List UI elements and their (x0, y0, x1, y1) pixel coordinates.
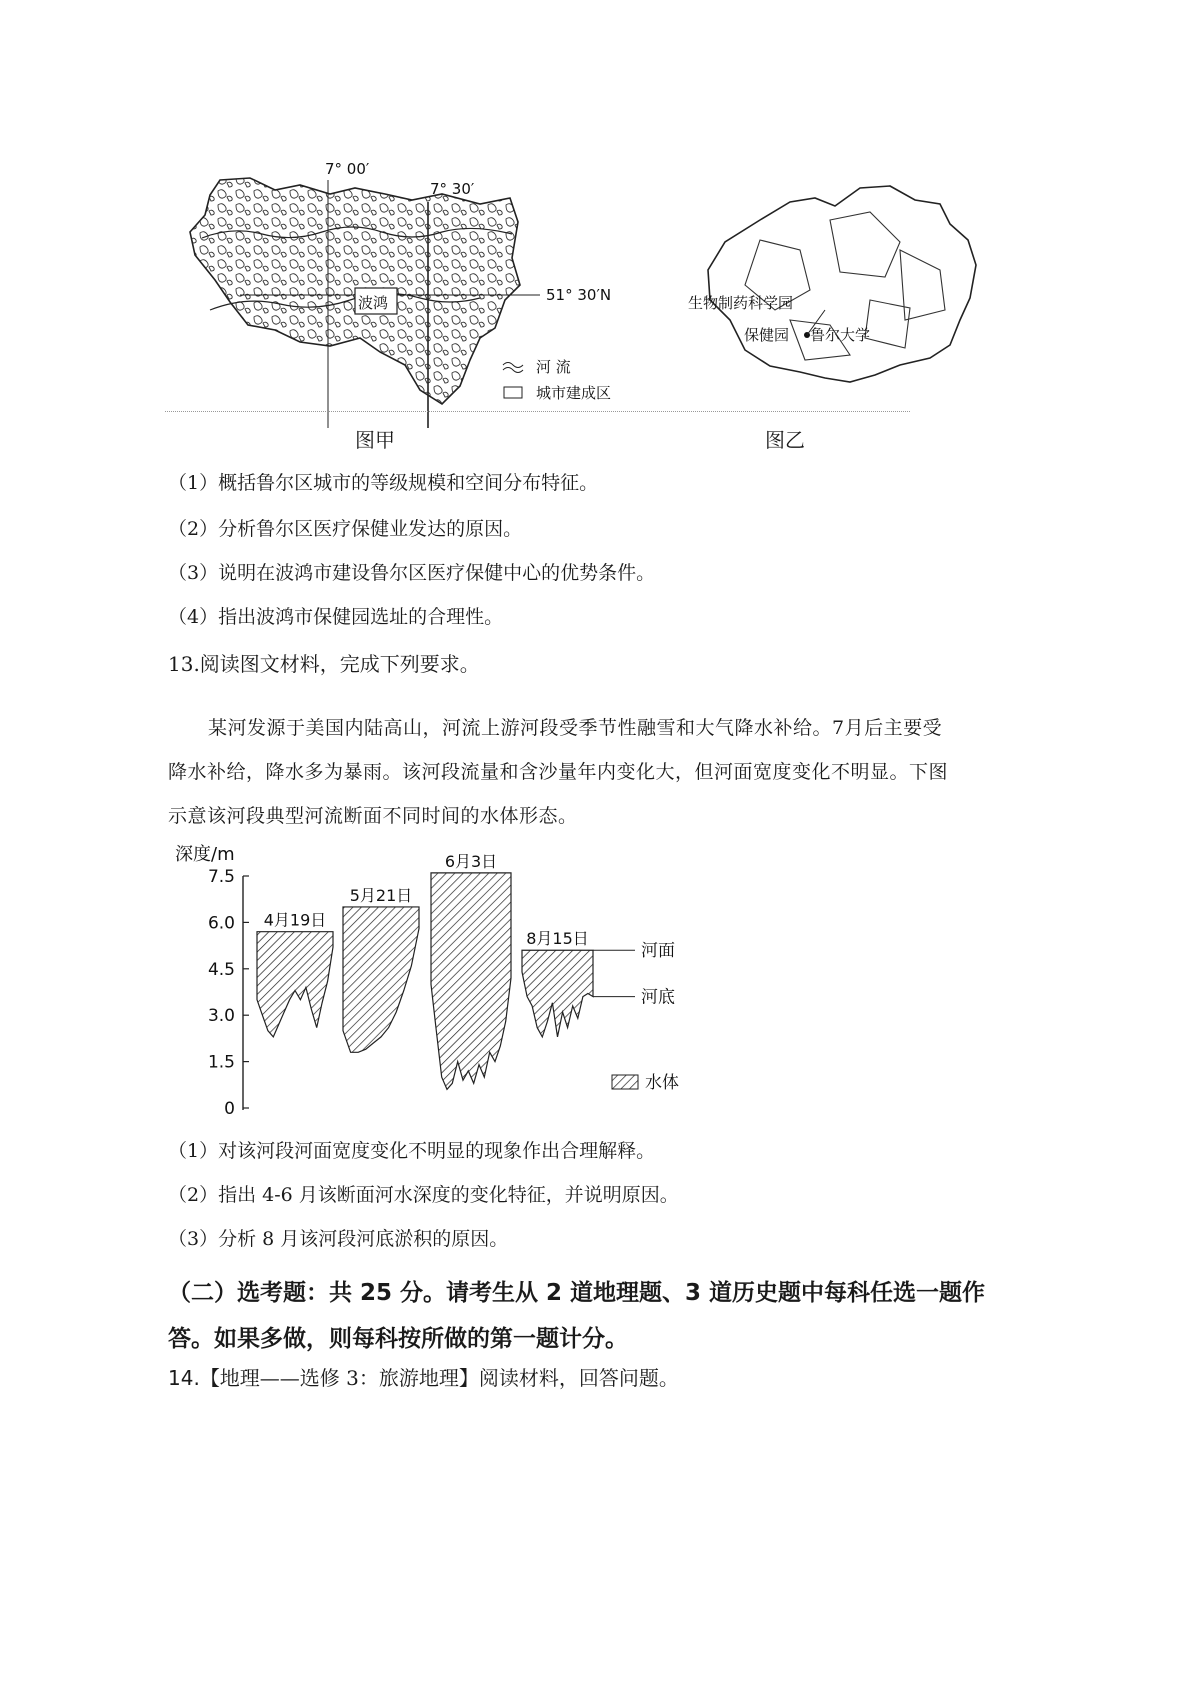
section-date-label: 8月15日 (526, 929, 589, 949)
section-date-label: 4月19日 (263, 910, 327, 930)
figure-divider (165, 411, 910, 412)
y-tick-label: 3.0 (207, 1006, 235, 1027)
section2-line-1: （二）选考题：共 25 分。请考生从 2 道地理题、3 道历史题中每科任选一题作 (168, 1280, 986, 1306)
y-tick-label: 1.5 (207, 1052, 235, 1073)
river-depth-chart (165, 840, 705, 1130)
map-figure-jia (180, 160, 700, 460)
y-tick-label: 7.5 (207, 867, 235, 887)
q14-number: 14. (168, 1366, 200, 1390)
q13-material-line-1: 某河发源于美国内陆高山，河流上游河段受季节性融雪和大气降水补给。7月后主要受 (208, 717, 943, 739)
bed-annotation: 河底 (641, 987, 675, 1008)
q13-material-line-2: 降水补给，降水多为暴雨。该河段流量和含沙量年内变化大，但河面宽度变化不明显。下图 (168, 761, 949, 783)
university-label: 鲁尔大学 (810, 326, 871, 344)
longitude-label-700: 7° 00′ (325, 160, 370, 178)
figure-caption-jia: 图甲 (355, 428, 395, 452)
water-section-3 (431, 873, 511, 1089)
water-section-4 (522, 950, 593, 1037)
bio-park-label: 生物制药科学园 (688, 294, 794, 312)
river-legend-icon (503, 363, 523, 373)
q13-item-3: （3）分析 8 月该河段河底淤积的原因。 (168, 1228, 509, 1250)
y-tick-label: 0 (224, 1099, 235, 1119)
figure-caption-yi: 图乙 (765, 428, 805, 452)
y-tick-label: 6.0 (207, 913, 235, 934)
legend-water-swatch (612, 1075, 638, 1089)
q13-item-1: （1）对该河段河面宽度变化不明显的现象作出合理解释。 (168, 1140, 656, 1162)
q12-item-4: （4）指出波鸿市保健园选址的合理性。 (168, 606, 504, 628)
urban-legend-icon (504, 387, 522, 398)
map-figure-yi (688, 180, 1000, 420)
q13-heading: 13.阅读图文材料，完成下列要求。 (168, 652, 480, 676)
water-section-1 (257, 932, 333, 1037)
legend-urban-label: 城市建成区 (536, 384, 612, 402)
q12-item-1: （1）概括鲁尔区城市的等级规模和空间分布特征。 (168, 472, 599, 494)
q14-title: 【地理——选修 3：旅游地理】阅读材料，回答问题。 (199, 1366, 679, 1390)
section2-line-2: 答。如果多做，则每科按所做的第一题计分。 (168, 1326, 628, 1352)
section-date-label: 6月3日 (444, 851, 498, 871)
health-park-label: 保健园 (744, 326, 790, 344)
q13-item-2: （2）指出 4-6 月该断面河水深度的变化特征，并说明原因。 (168, 1184, 679, 1206)
q14-heading (168, 1368, 679, 1388)
q12-item-2: （2）分析鲁尔区医疗保健业发达的原因。 (168, 518, 523, 540)
legend-water-label: 水体 (645, 1073, 679, 1093)
q12-item-3: （3）说明在波鸿市建设鲁尔区医疗保健中心的优势条件。 (168, 562, 656, 584)
chart-ylabel: 深度/m (175, 844, 235, 865)
latitude-label: 51° 30′N (546, 286, 612, 304)
q13-material-line-3: 示意该河段典型河流断面不同时间的水体形态。 (168, 805, 578, 827)
y-tick-label: 4.5 (207, 959, 235, 980)
city-outline (708, 186, 976, 382)
water-section-2 (343, 907, 419, 1052)
surface-annotation: 河面 (641, 941, 675, 962)
city-label-bochum: 波鸿 (358, 294, 389, 312)
legend-river-label: 河 流 (536, 358, 571, 376)
section-date-label: 5月21日 (349, 885, 413, 905)
longitude-label-730: 7° 30′ (430, 180, 475, 198)
